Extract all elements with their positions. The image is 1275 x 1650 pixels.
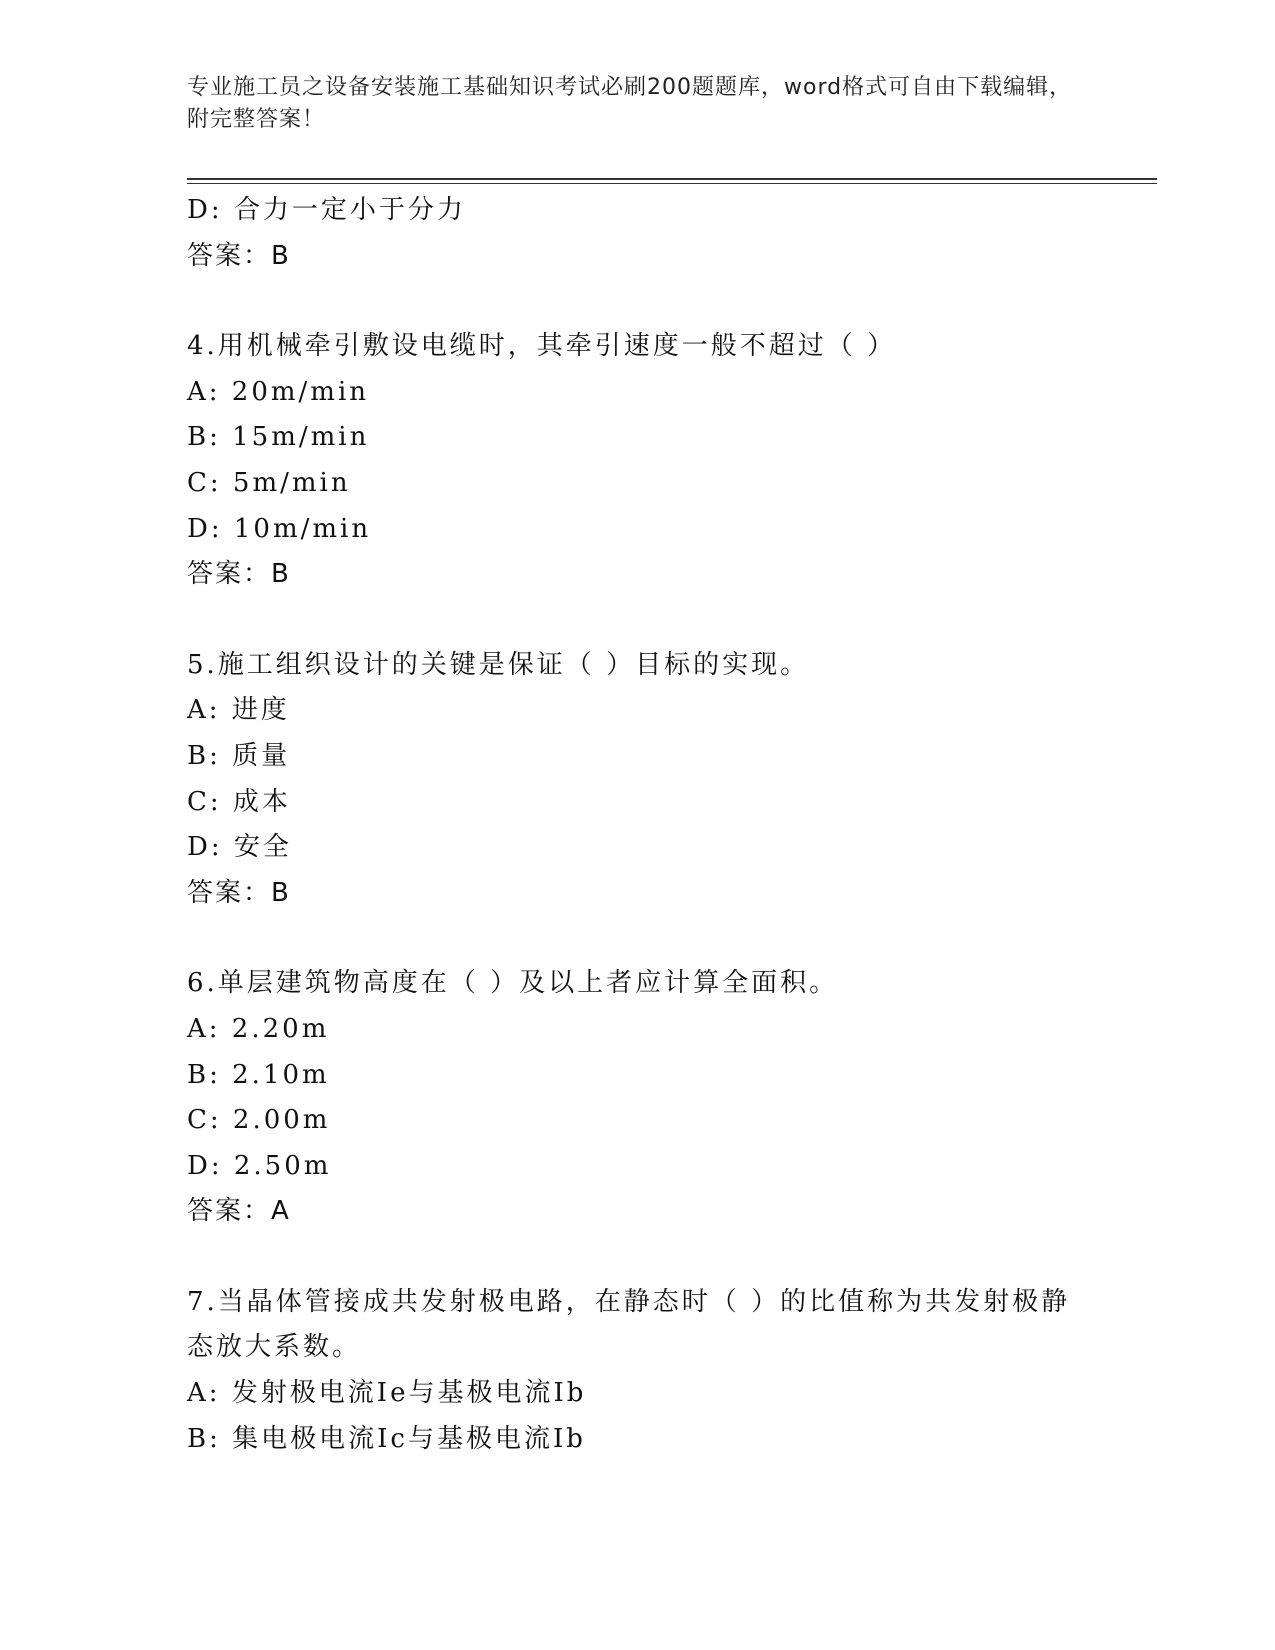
spacer <box>187 279 1087 324</box>
header-divider-bottom <box>187 183 1157 184</box>
option-a: A: 进度 <box>187 695 290 726</box>
question-4 <box>187 324 1087 598</box>
option-b: B: 集电极电流Ic与基极电流Ib <box>187 1423 586 1454</box>
page-header-title: 专业施工员之设备安装施工基础知识考试必刷200题题库，word格式可自由下载编辑，附完整答案！ <box>187 75 1073 132</box>
answer-line: 答案：A <box>187 1196 291 1227</box>
answer-line: 答案：B <box>187 877 291 908</box>
option-a: A: 20m/min <box>187 376 370 407</box>
option-b: B: 15m/min <box>187 422 370 453</box>
question-3-fragment <box>187 188 1087 279</box>
answer-line: 答案：B <box>187 240 291 271</box>
question-stem: 4.用机械牵引敷设电缆时，其牵引速度一般不超过（ ） <box>187 331 897 362</box>
option-a: A: 2.20m <box>187 1013 330 1044</box>
question-stem: 6.单层建筑物高度在（ ）及以上者应计算全面积。 <box>187 968 839 999</box>
option-c: C: 2.00m <box>187 1105 331 1136</box>
option-a: A: 发射极电流Ie与基极电流Ib <box>187 1378 587 1409</box>
question-stem: 5.施工组织设计的关键是保证（ ）目标的实现。 <box>187 649 810 680</box>
option-c: C: 5m/min <box>187 467 351 498</box>
spacer <box>187 916 1087 961</box>
option-b: B: 2.10m <box>187 1059 330 1090</box>
header-divider-top <box>187 178 1157 180</box>
question-6 <box>187 961 1087 1235</box>
option-d: D: 2.50m <box>187 1150 332 1181</box>
question-content <box>187 188 1087 1462</box>
spacer <box>187 1235 1087 1280</box>
option-c: C: 成本 <box>187 786 291 817</box>
question-5 <box>187 643 1087 917</box>
option-b: B: 质量 <box>187 740 291 771</box>
answer-line: 答案：B <box>187 559 291 590</box>
option-d: D: 安全 <box>187 832 292 863</box>
option-d: D: 合力一定小于分力 <box>187 195 466 225</box>
spacer <box>187 598 1087 643</box>
question-7 <box>187 1280 1087 1462</box>
question-stem: 7.当晶体管接成共发射极电路，在静态时（ ）的比值称为共发射极静态放大系数。 <box>187 1286 1071 1363</box>
option-d: D: 10m/min <box>187 513 372 544</box>
